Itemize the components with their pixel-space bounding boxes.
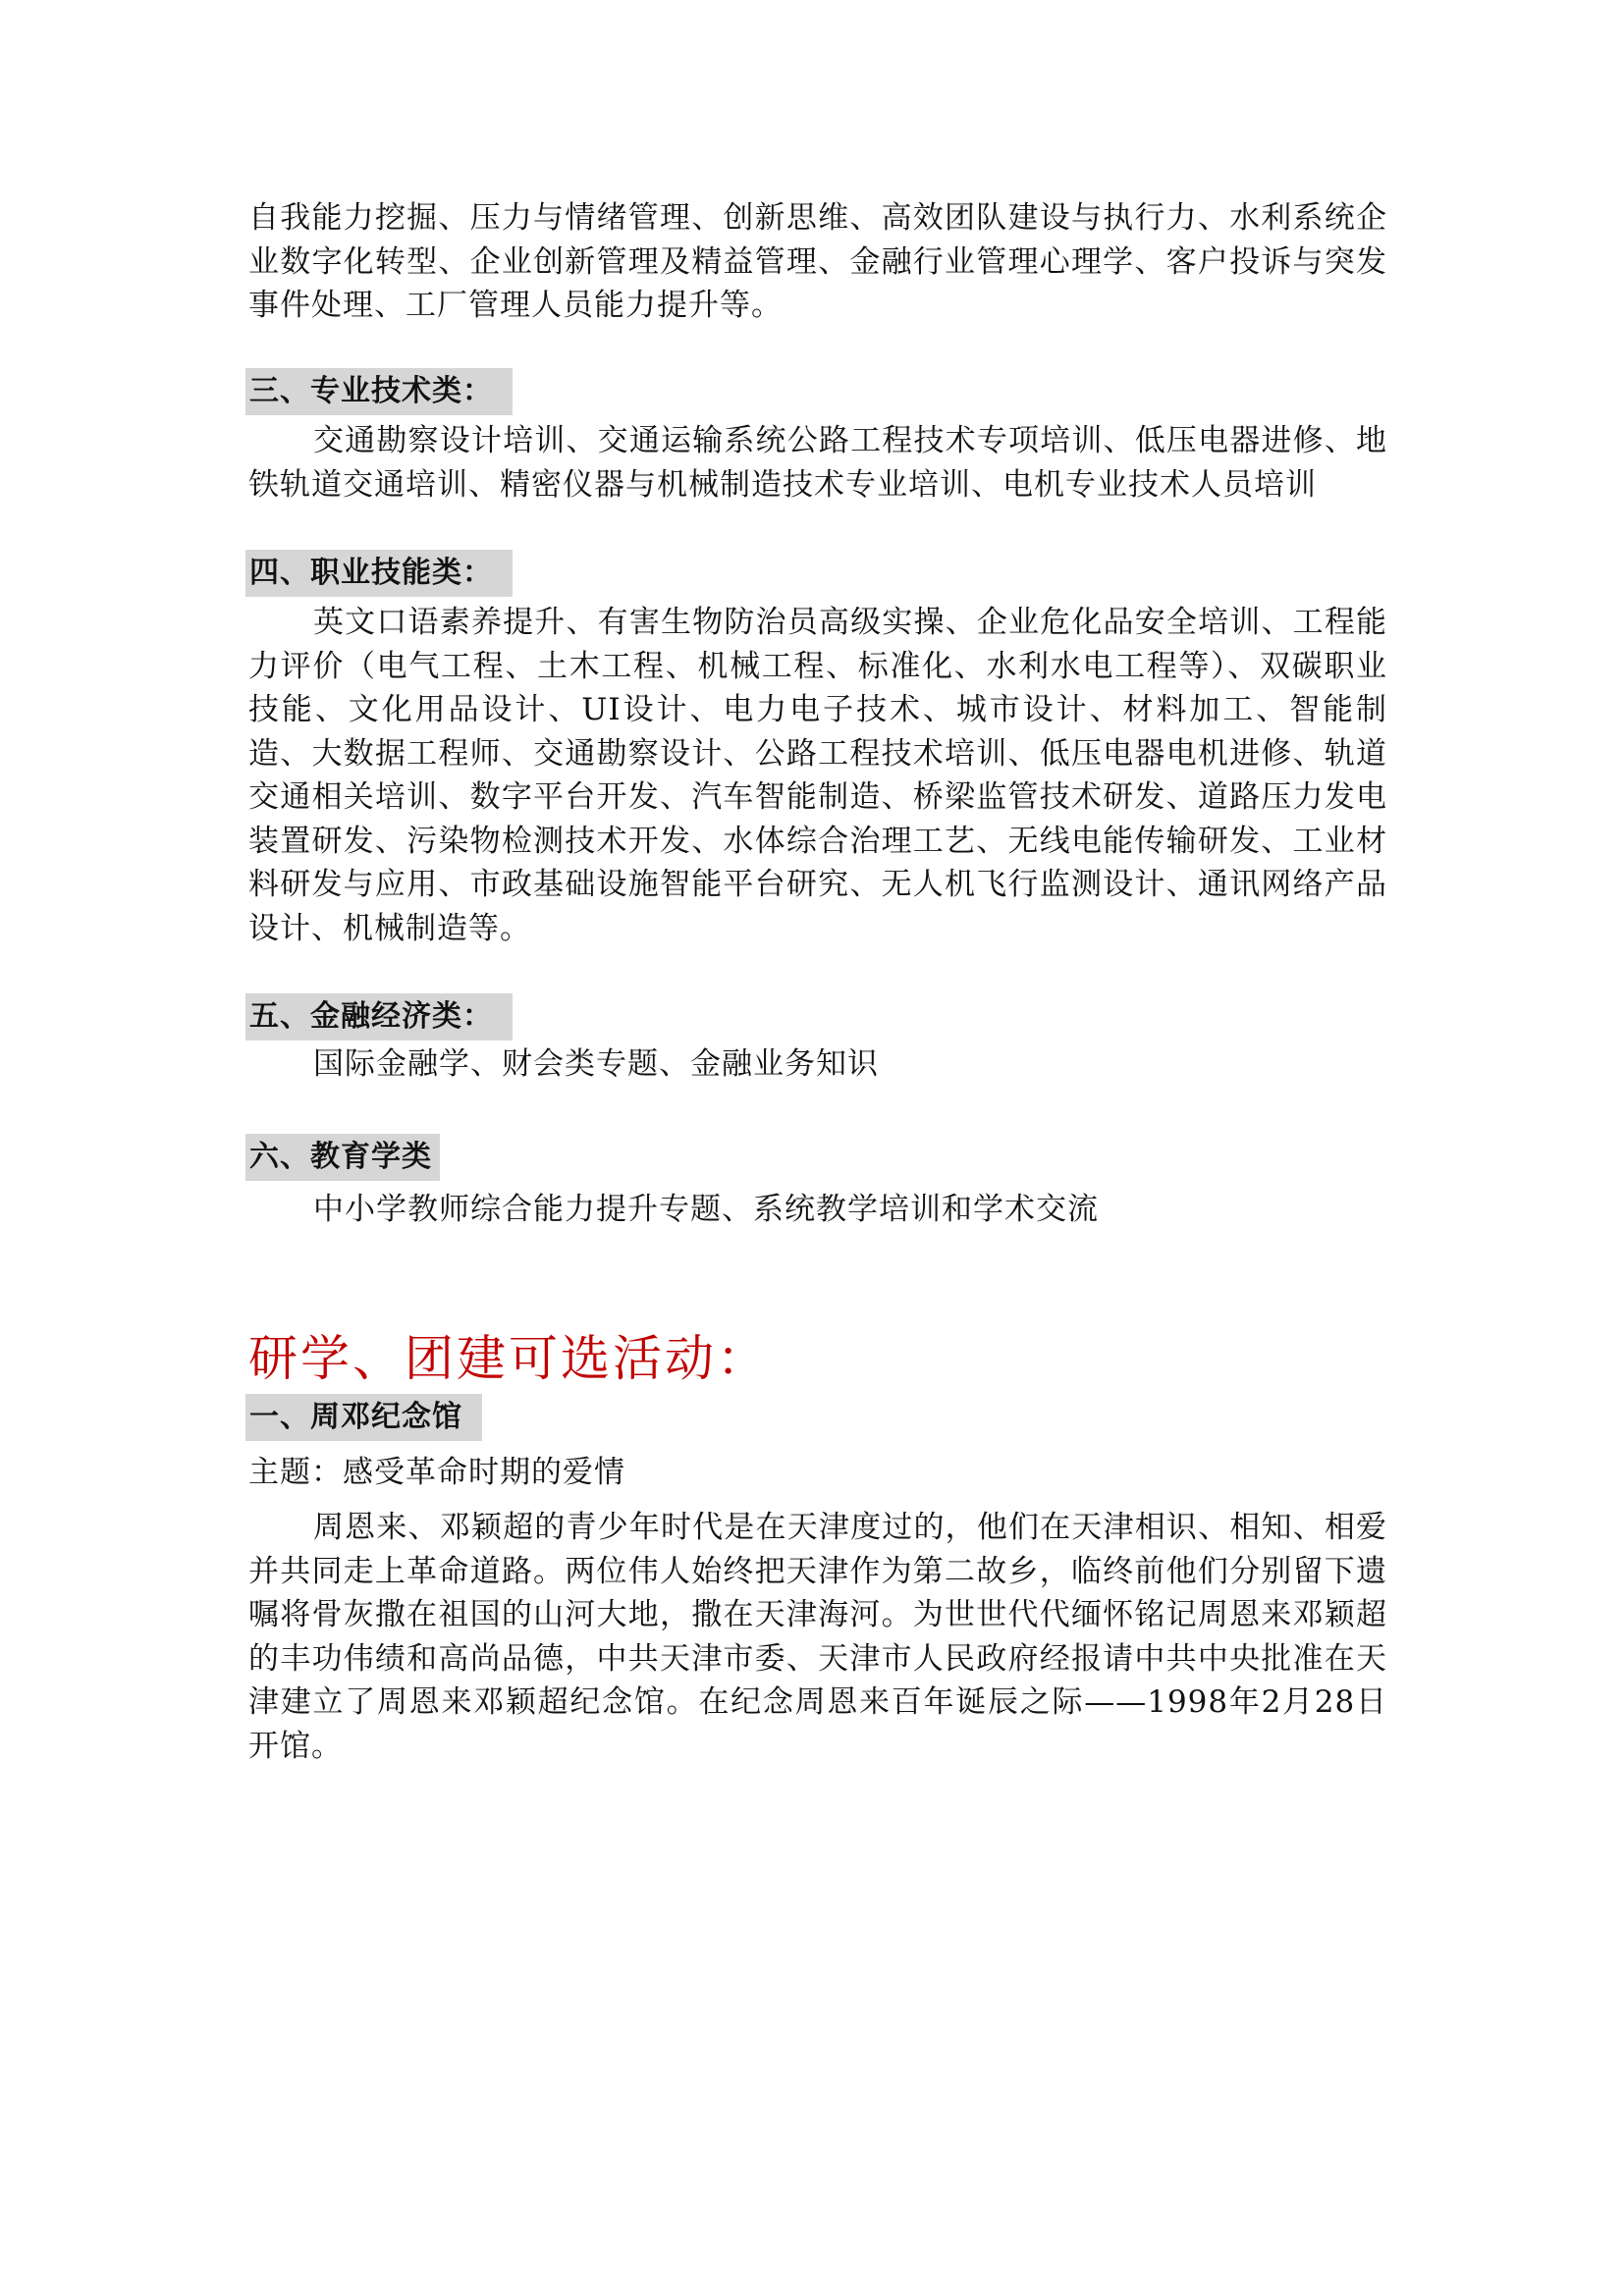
section-paragraph: 英文口语素养提升、有害生物防治员高级实操、企业危化品安全培训、工程能力评价（电气工程、土木工程、机械工程、标准化、水利水电工程等）、双碳职业技能、文化用品设计、UI设计、电力电子技术、城市设计、材料加工、智能制造、大数据工程师、交通勘察设计、公路工程技术培训、低压电器电机进修、轨道交通相关培训、数字平台开发、汽车智能制造、桥梁监管技术研发、道路压力发电装置研发、污染物检测技术开发、水体综合治理工艺、无线电能传输研发、工业材料研发与应用、市政基础设施智能平台研究、无人机飞行监测设计、通讯网络产品设计、机械制造等。 bbox=[248, 605, 1387, 946]
section-4-body bbox=[248, 601, 1387, 950]
section-heading-finance-economics: 五、金融经济类： bbox=[245, 993, 513, 1041]
activity-theme: 主题：感受革命时期的爱情 bbox=[248, 1455, 625, 1490]
section-heading-vocational-skills: 四、职业技能类： bbox=[245, 550, 513, 597]
activities-title: 研学、团建可选活动： bbox=[248, 1330, 769, 1387]
intro-paragraph: 自我能力挖掘、压力与情绪管理、创新思维、高效团队建设与执行力、水利系统企业数字化转型、企业创新管理及精益管理、金融行业管理心理学、客户投诉与突发事件处理、工厂管理人员能力提升等。 bbox=[248, 200, 1387, 323]
section-6-body bbox=[248, 1188, 1387, 1232]
section-paragraph: 交通勘察设计培训、交通运输系统公路工程技术专项培训、低压电器进修、地铁轨道交通培训、精密仪器与机械制造技术专业培训、电机专业技术人员培训 bbox=[248, 423, 1387, 503]
activity-1-theme-block bbox=[248, 1451, 1387, 1495]
section-3-heading-wrap bbox=[245, 368, 513, 415]
section-5-heading-wrap bbox=[245, 993, 513, 1041]
section-heading-professional-tech: 三、专业技术类： bbox=[245, 368, 513, 415]
activity-1-body bbox=[248, 1506, 1387, 1768]
section-4-heading-wrap bbox=[245, 550, 513, 597]
intro-paragraph-block bbox=[248, 196, 1387, 328]
section-paragraph: 国际金融学、财会类专题、金融业务知识 bbox=[313, 1046, 879, 1082]
section-paragraph: 中小学教师综合能力提升专题、系统教学培训和学术交流 bbox=[313, 1192, 1099, 1227]
section-heading-education: 六、教育学类 bbox=[245, 1134, 440, 1181]
section-3-body bbox=[248, 419, 1387, 507]
section-5-body bbox=[248, 1042, 1387, 1087]
activity-paragraph: 周恩来、邓颖超的青少年时代是在天津度过的，他们在天津相识、相知、相爱并共同走上革命道路。两位伟人始终把天津作为第二故乡，临终前他们分别留下遗嘱将骨灰撒在祖国的山河大地，撒在天津海河。为世世代代缅怀铭记周恩来邓颖超的丰功伟绩和高尚品德，中共天津市委、天津市人民政府经报请中共中央批准在天津建立了周恩来邓颖超纪念馆。在纪念周恩来百年诞辰之际——1998年2月28日开馆。 bbox=[248, 1510, 1387, 1764]
activity-heading-zhou-deng-memorial: 一、周邓纪念馆 bbox=[245, 1394, 482, 1441]
activity-1-heading-wrap bbox=[245, 1394, 482, 1441]
section-6-heading-wrap bbox=[245, 1134, 440, 1181]
